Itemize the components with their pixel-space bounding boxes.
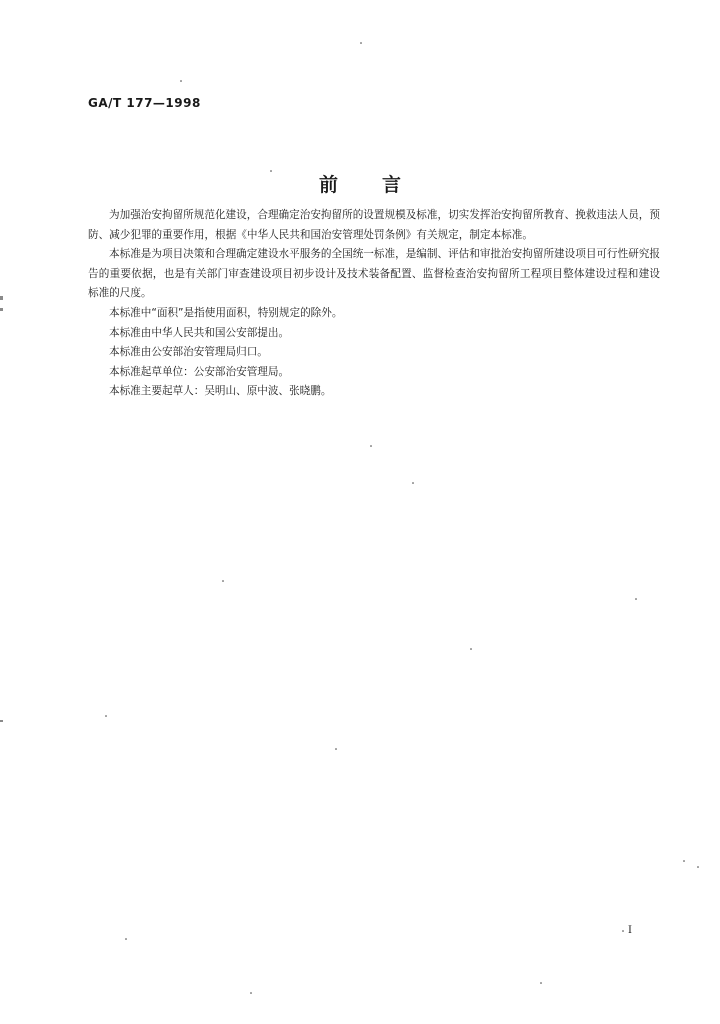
scan-speck bbox=[125, 938, 127, 940]
paragraph: 本标准是为项目决策和合理确定建设水平服务的全国统一标准，是编制、评估和审批治安拘留所建设项目可行性研究报告的重要依据，也是有关部门审查建设项目初步设计及技术装备配置、监督检查治安拘留所工程项目整体建设过程和建设标准的尺度。 bbox=[88, 248, 660, 300]
scan-edge-mark bbox=[0, 308, 3, 311]
scan-speck bbox=[635, 598, 637, 600]
scan-speck bbox=[180, 80, 182, 82]
scan-speck bbox=[683, 860, 685, 862]
paragraph: 为加强治安拘留所规范化建设，合理确定治安拘留所的设置规模及标准，切实发挥治安拘留所教育、挽救违法人员，预防、减少犯罪的重要作用，根据《中华人民共和国治安管理处罚条例》有关规定，制定本标准。 bbox=[88, 209, 660, 241]
scan-edge-mark bbox=[0, 720, 3, 722]
scan-edge-mark bbox=[0, 296, 3, 300]
paragraph: 本标准由中华人民共和国公安部提出。 bbox=[109, 326, 290, 339]
scan-speck bbox=[270, 170, 272, 172]
scan-speck bbox=[335, 748, 337, 750]
scan-speck bbox=[622, 930, 624, 932]
paragraph: 本标准起草单位：公安部治安管理局。 bbox=[109, 365, 290, 378]
title-char-1: 前 bbox=[318, 174, 338, 196]
scan-speck bbox=[470, 648, 472, 650]
page-number: I bbox=[628, 925, 632, 936]
scan-speck bbox=[370, 445, 372, 447]
scan-speck bbox=[697, 866, 699, 868]
paragraph: 本标准由公安部治安管理局归口。 bbox=[109, 346, 268, 359]
page-title bbox=[0, 170, 720, 197]
paragraph: 本标准中“面积”是指使用面积，特别规定的除外。 bbox=[109, 306, 343, 319]
paragraph: 本标准主要起草人：吴明山、原中波、张晓鹏。 bbox=[109, 385, 332, 398]
scan-speck bbox=[250, 992, 252, 994]
scan-speck bbox=[540, 982, 542, 984]
scan-speck bbox=[360, 42, 362, 44]
scan-speck bbox=[222, 580, 224, 582]
scan-speck bbox=[105, 715, 107, 717]
scan-speck bbox=[412, 482, 414, 484]
foreword-body bbox=[88, 206, 660, 402]
title-char-2: 言 bbox=[382, 174, 402, 196]
standard-code: GA/T 177—1998 bbox=[88, 96, 201, 110]
